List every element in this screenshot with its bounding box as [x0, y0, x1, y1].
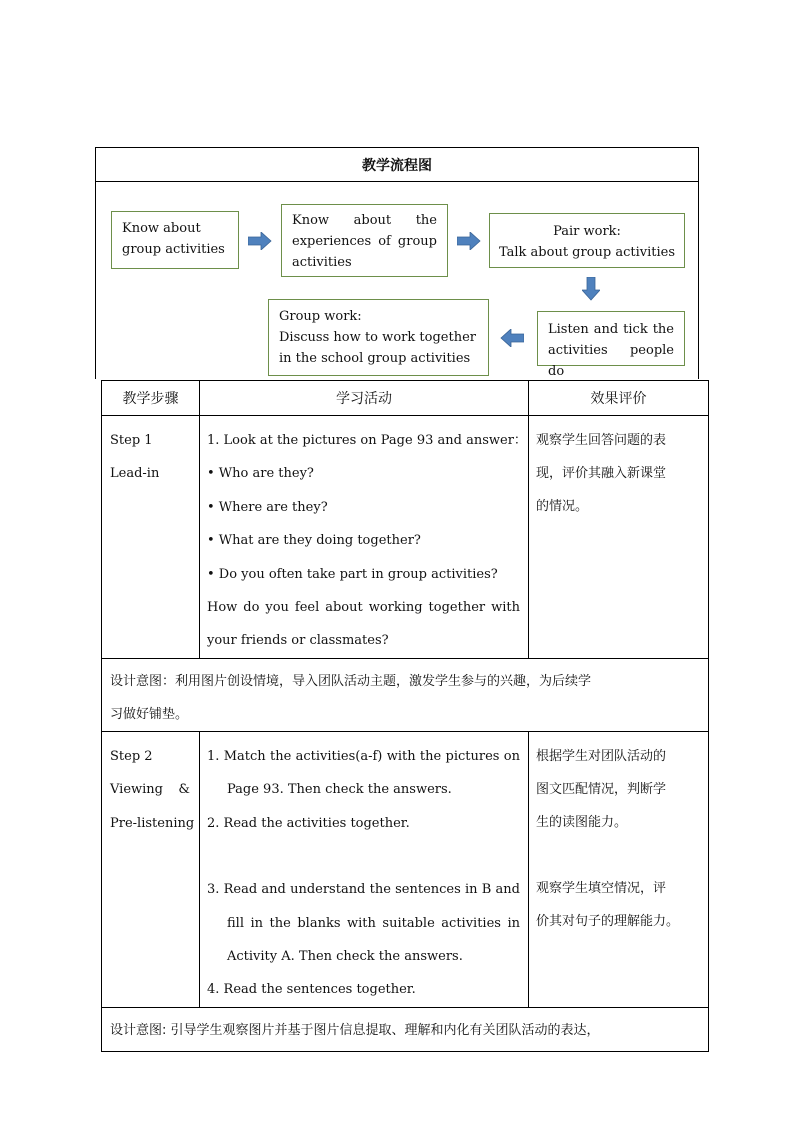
arrow-right-icon	[457, 232, 481, 250]
step-cell	[102, 416, 200, 659]
design-line: 设计意图：利用图片创设情境，导入团队活动主题，激发学生参与的兴趣，为后续学	[110, 673, 592, 689]
evaluation-line: 的情况。	[536, 499, 589, 514]
step-label: Step 1	[110, 433, 153, 448]
flow-box-line: Listen and tick the	[548, 322, 674, 337]
activity-line: • What are they doing together?	[207, 533, 421, 549]
header-steps: 教学步骤	[102, 381, 200, 416]
header-evaluation: 效果评价	[529, 381, 709, 416]
flow-box-line: in the school group activities	[279, 351, 471, 366]
step-name: Viewing &	[110, 782, 190, 798]
evaluation-line	[536, 839, 708, 872]
evaluation-line: 根据学生对团队活动的	[536, 748, 667, 764]
table-row	[102, 416, 709, 659]
activity-line: 1. Match the activities(a-f) with the pictures on	[207, 748, 520, 764]
arrow-left-icon	[500, 329, 524, 347]
step-name: Pre-listening	[110, 815, 195, 831]
design-line: 设计意图: 引导学生观察图片并基于图片信息提取、理解和内化有关团队活动的表达，	[110, 1022, 600, 1038]
flow-box-line: Discuss how to work together	[279, 330, 476, 345]
arrow-down-icon	[582, 277, 600, 301]
activities-cell	[200, 416, 529, 659]
flow-box-line: Pair work:	[553, 224, 621, 239]
activity-line: 1. Look at the pictures on Page 93 and answer：	[207, 433, 527, 448]
design-row	[102, 658, 709, 731]
activity-line: • Do you often take part in group activities?	[207, 566, 498, 582]
arrow-right-icon	[248, 232, 272, 250]
activity-line: 2. Read the activities together.	[207, 815, 410, 831]
flow-box-pair-work	[489, 213, 685, 268]
evaluation-cell	[529, 731, 709, 1007]
evaluation-line: 图文匹配情况，判断学	[536, 781, 667, 797]
step-name: Lead-in	[110, 466, 160, 482]
flow-box-line: Know about	[122, 221, 201, 236]
activity-line	[207, 840, 520, 873]
flow-box-listen-tick	[537, 311, 685, 379]
step-label: Step 2	[110, 748, 153, 764]
table-header-row	[102, 381, 709, 416]
activity-line: 4. Read the sentences together.	[207, 982, 416, 998]
evaluation-cell	[529, 416, 709, 659]
flow-box-group-work	[268, 299, 489, 376]
activity-line: 3. Read and understand the sentences in B and	[207, 882, 520, 898]
design-intent-cell	[102, 1007, 709, 1051]
flow-box-line: activities people do	[548, 343, 674, 379]
flow-box-line: Know about the	[292, 213, 437, 228]
flow-box-line: group activities	[122, 242, 225, 257]
activity-line: fill in the blanks with suitable activities in	[227, 915, 520, 931]
design-intent-cell	[102, 658, 709, 731]
activity-line: Activity A. Then check the answers.	[227, 949, 463, 965]
flow-box-line: Talk about group activities	[498, 245, 676, 260]
design-row	[102, 1007, 709, 1051]
activity-line: • Who are they?	[207, 466, 314, 482]
activity-line: Page 93. Then check the answers.	[227, 782, 452, 798]
evaluation-line: 生的读图能力。	[536, 814, 628, 830]
step-cell	[102, 731, 200, 1007]
evaluation-line: 现，评价其融入新课堂	[536, 466, 667, 481]
flow-box-experiences	[281, 204, 448, 277]
lesson-table	[101, 380, 709, 1052]
flow-box-know-about	[111, 211, 239, 269]
evaluation-line: 观察学生填空情况，评	[536, 880, 667, 896]
flow-box-line: experiences of group	[292, 234, 437, 249]
activity-line: your friends or classmates?	[207, 633, 389, 649]
activity-line: • Where are they?	[207, 499, 328, 515]
evaluation-line: 价其对句子的理解能力。	[536, 913, 680, 929]
flow-box-line: activities	[292, 255, 352, 270]
design-line: 习做好铺垫。	[110, 706, 189, 722]
flowchart-title: 教学流程图	[95, 147, 699, 182]
flow-box-line: Group work:	[279, 309, 362, 324]
evaluation-line: 观察学生回答问题的表	[536, 433, 667, 448]
header-activities: 学习活动	[200, 381, 529, 416]
activity-line: How do you feel about working together with	[207, 599, 520, 615]
table-row	[102, 731, 709, 1007]
activities-cell	[200, 731, 529, 1007]
